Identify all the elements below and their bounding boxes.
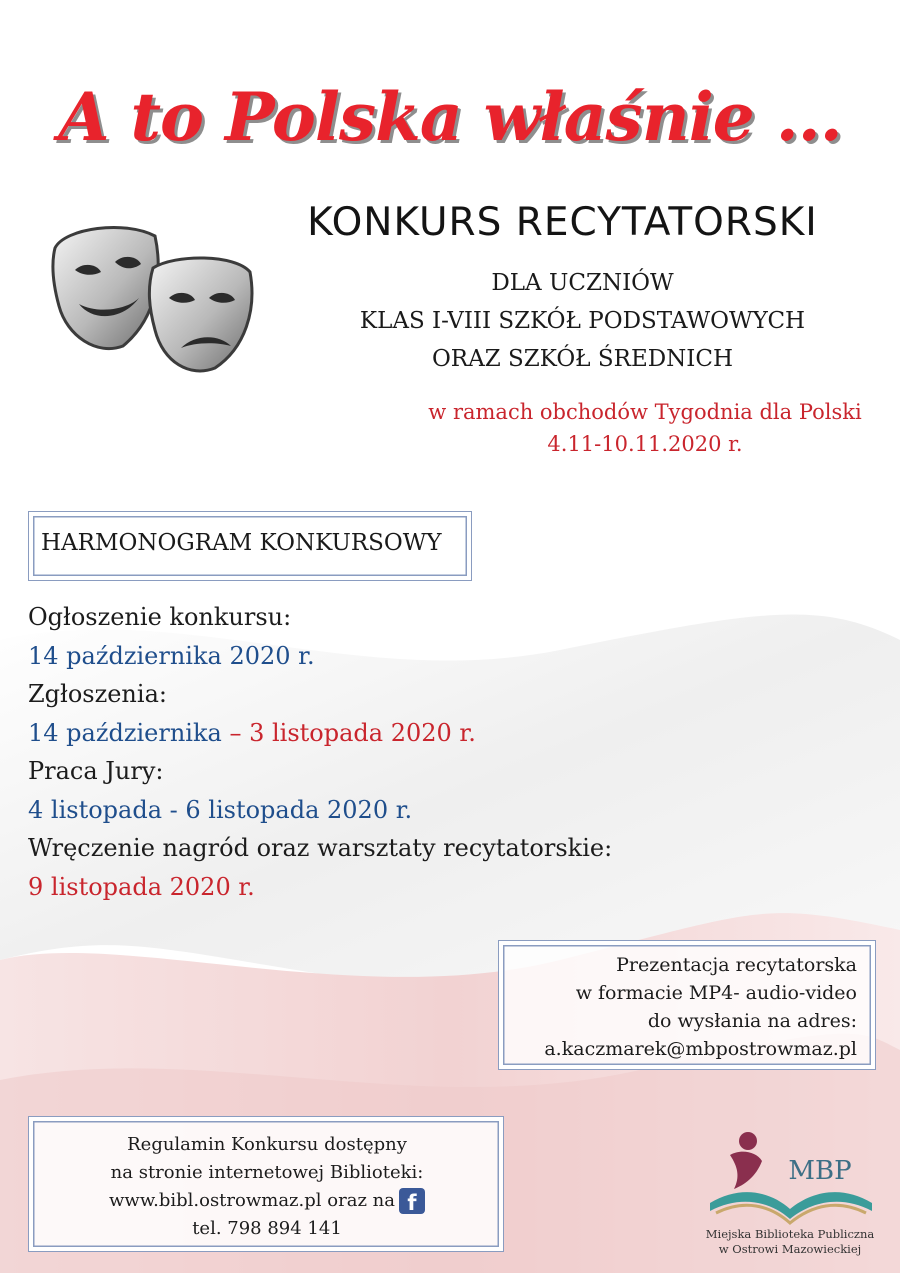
- regulations-text: [29, 1131, 505, 1243]
- library-logo: [700, 1125, 880, 1265]
- schedule-list: [28, 598, 728, 906]
- presentation-line-3: do wysłania na adres:: [647, 1010, 857, 1032]
- theatre-masks-icon: [45, 218, 260, 378]
- jury-dates: 4 listopada - 6 listopada 2020 r.: [28, 795, 413, 824]
- library-name-line-1: Miejska Biblioteka Publiczna: [705, 1227, 875, 1241]
- announcement-date: 14 października 2020 r.: [28, 641, 315, 670]
- regulations-phone: tel. 798 894 141: [192, 1218, 342, 1239]
- presentation-line-1: Prezentacja recytatorska: [616, 954, 857, 976]
- audience-block: [330, 264, 835, 378]
- audience-line-2: KLAS I-VIII SZKÓŁ PODSTAWOWYCH: [359, 308, 806, 334]
- regulations-line-3: [29, 1187, 505, 1215]
- awards-label: Wręczenie nagród oraz warsztaty recytatorskie:: [28, 834, 613, 862]
- framework-block: [395, 396, 895, 460]
- regulations-line-2: na stronie internetowej Biblioteki:: [110, 1162, 424, 1183]
- audience-line-3: ORAZ SZKÓŁ ŚREDNICH: [431, 346, 734, 372]
- schedule-heading-box: [28, 511, 472, 581]
- applications-label: Zgłoszenia:: [28, 680, 167, 708]
- library-name-line-2: w Ostrowi Mazowieckiej: [718, 1242, 862, 1256]
- framework-line-1: w ramach obchodów Tygodnia dla Polski: [428, 400, 862, 424]
- poster-title: A to Polska właśnie ...: [58, 78, 842, 156]
- library-logo-abbr: MBP: [788, 1156, 852, 1186]
- applications-dates: [28, 714, 728, 753]
- framework-dates: 4.11-10.11.2020 r.: [547, 432, 743, 456]
- awards-date: 9 listopada 2020 r.: [28, 872, 255, 901]
- audience-line-1: DLA UCZNIÓW: [491, 270, 674, 296]
- applications-start: 14 października: [28, 718, 222, 747]
- applications-dash: –: [221, 718, 250, 747]
- library-logo-caption: [700, 1227, 880, 1257]
- regulations-box: [28, 1116, 504, 1252]
- regulations-line-1: Regulamin Konkursu dostępny: [127, 1134, 407, 1155]
- presentation-line-2: w formacie MP4- audio-video: [575, 982, 857, 1004]
- contest-heading: KONKURS RECYTATORSKI: [307, 200, 818, 245]
- presentation-text: [544, 951, 857, 1063]
- presentation-email[interactable]: a.kaczmarek@mbpostrowmaz.pl: [544, 1038, 857, 1060]
- facebook-icon[interactable]: f: [399, 1188, 425, 1214]
- jury-label: Praca Jury:: [28, 757, 164, 785]
- announcement-label: Ogłoszenie konkursu:: [28, 603, 292, 631]
- regulations-website[interactable]: www.bibl.ostrowmaz.pl oraz na: [109, 1190, 395, 1211]
- schedule-heading: HARMONOGRAM KONKURSOWY: [41, 530, 442, 556]
- library-logo-icon: [700, 1125, 880, 1229]
- presentation-box: [498, 940, 876, 1070]
- applications-end: 3 listopada 2020 r.: [249, 718, 476, 747]
